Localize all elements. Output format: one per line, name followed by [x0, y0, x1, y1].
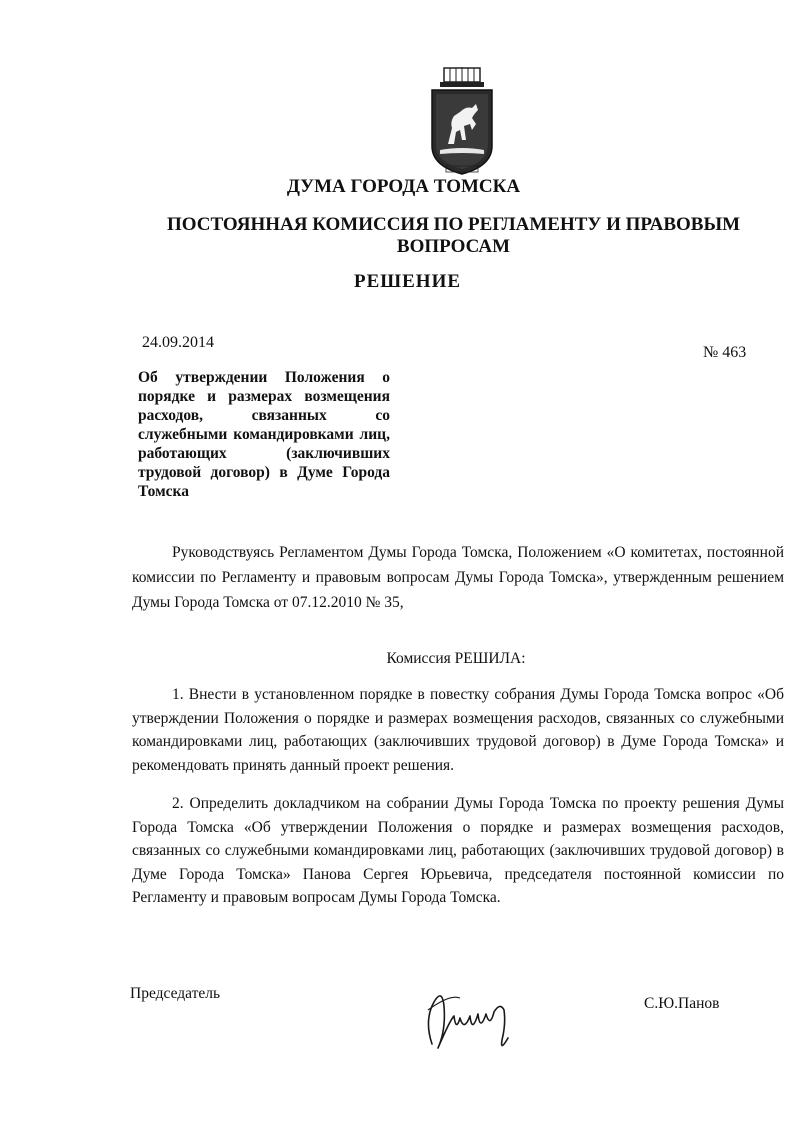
decision-item-2: 2. Определить докладчиком на собрании Думы Города Томска по проекту решения Думы Города Томска «Об утверждении Положения о порядке и размерах возмещения расходов, связанных со служебными командировками лиц, работающих (заключивших трудовой договор) в Думе Города Томска» Панова Сергея Юрьевича, председателя постоянной комиссии по Регламенту и правовым вопросам Думы Города Томска.: [132, 795, 784, 906]
document-number: № 463: [703, 344, 747, 361]
commission-title: ПОСТОЯННАЯ КОМИССИЯ ПО РЕГЛАМЕНТУ И ПРАВОВЫМ ВОПРОСАМ: [166, 214, 741, 257]
organization-title: ДУМА ГОРОДА ТОМСКА: [286, 176, 521, 197]
document-type: РЕШЕНИЕ: [353, 271, 462, 292]
document-subject: Об утверждении Положения о порядке и размерах возмещения расходов, связанных со служебными командировками лиц, работающих (заключивших трудовой договор) в Думе Города Томска: [138, 369, 390, 500]
signatory-position: Председатель: [130, 985, 221, 1002]
resolved-heading: Комиссия РЕШИЛА:: [386, 650, 526, 667]
handwritten-signature: [420, 980, 530, 1060]
decision-item-1: 1. Внести в установленном порядке в повестку собрания Думы Города Томска вопрос «Об утверждении Положения о порядке и размерах возмещения расходов, связанных со служебными командировками лиц, работающих (заключивших трудовой договор) в Думе Города Томска» и рекомендовать принять данный проект решения.: [132, 686, 784, 774]
document-date: 24.09.2014: [142, 334, 214, 351]
signatory-name: С.Ю.Панов: [644, 995, 720, 1012]
preamble-paragraph: Руководствуясь Регламентом Думы Города Томска, Положением «О комитетах, постоянной комиссии по Регламенту и правовым вопросам Думы Города Томска», утвержденным решением Думы Города Томска от 07.12.2010 № 35,: [132, 544, 784, 611]
tomsk-coat-of-arms-icon: [426, 66, 498, 178]
